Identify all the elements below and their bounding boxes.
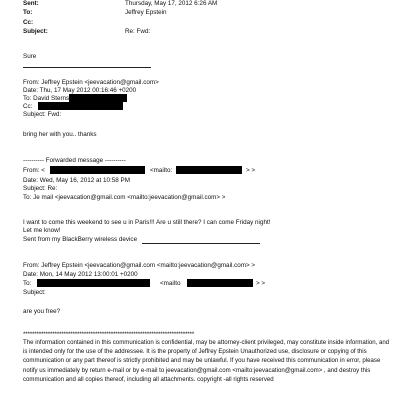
msg3-mailto: <mailto	[160, 280, 181, 287]
redaction-bar	[38, 102, 123, 110]
msg3-close: > >	[256, 280, 266, 287]
msg1-cc: Cc:	[23, 103, 33, 110]
to-label: To:	[23, 9, 33, 16]
msg1-to: To: David Sterns	[23, 95, 70, 102]
disclaimer-text: The information contained in this communication is confidential, may be attorney-client privileged, may constitute inside information, and is intended only for the use of the addressee. It is the property of Jeffrey Epstein Unauthorized use, disclosure or copying of this communication or any part thereof is strictly prohibited and may be unlawful. If you have received this communication in error, please notify us immediately by return e-mail or by e-mail to jeevacation@gmail.com <mailto:jeevacation@gmail.com> , and destroy this communication and all copies thereof, including all attachments. copyright -all rights reserved	[23, 339, 390, 383]
redaction-bar	[37, 279, 150, 287]
msg3-subject: Subject:	[23, 289, 46, 296]
sent-value: Thursday, May 17, 2012 6:26 AM	[125, 0, 218, 7]
cc-label: Cc:	[23, 19, 34, 26]
msg2-line1: I want to come this weekend to see u in Paris!!! Are u still there? I can come Friday night!	[23, 219, 271, 226]
fwd-from: From: <	[23, 167, 45, 174]
msg2-line2: Let me know!	[23, 227, 61, 234]
msg3-text: are you free?	[23, 308, 61, 315]
signature-rule	[142, 243, 260, 244]
forwarded-banner: ---------- Forwarded message ----------	[23, 157, 126, 164]
redaction-bar	[50, 166, 145, 174]
fwd-to: To: Je mail <jeevacation@gmail.com <mailto:jeevacation@gmail.com> >	[23, 194, 226, 201]
msg1-from: From: Jeffrey Epstein <jeevacation@gmail.com>	[23, 79, 159, 86]
fwd-date: Date: Wed, May 16, 2012 at 10:58 PM	[23, 177, 130, 184]
fwd-close: > >	[246, 167, 256, 174]
msg3-to: To:	[23, 280, 32, 287]
fwd-subject: Subject: Re:	[23, 185, 58, 192]
subject-label: Subject:	[23, 28, 48, 35]
msg1-date: Date: Thu, 17 May 2012 00:16:46 +0200	[23, 87, 137, 94]
fwd-mailto: <mailto:	[150, 167, 173, 174]
msg2-line3: Sent from my BlackBerry wireless device	[23, 236, 138, 243]
redaction-bar	[69, 94, 127, 102]
disclaimer-stars: ****************************************************************************	[23, 331, 195, 338]
redaction-bar	[176, 166, 242, 174]
reply-text: Sure	[23, 53, 37, 60]
redaction-bar	[187, 279, 253, 287]
to-value: Jeffrey Epstein	[125, 9, 167, 16]
separator-rule	[23, 67, 151, 68]
msg3-from: From: Jeffrey Epstein <jeevacation@gmail.com <mailto:jeevacation@gmail.com> >	[23, 262, 256, 269]
msg1-text: bring her with you.. thanks	[23, 131, 97, 138]
subject-value: Re: Fwd:	[125, 28, 151, 35]
sent-label: Sent:	[23, 0, 39, 7]
msg3-date: Date: Mon, 14 May 2012 13:00:01 +0200	[23, 271, 138, 278]
msg1-subject: Subject: Fwd:	[23, 111, 62, 118]
